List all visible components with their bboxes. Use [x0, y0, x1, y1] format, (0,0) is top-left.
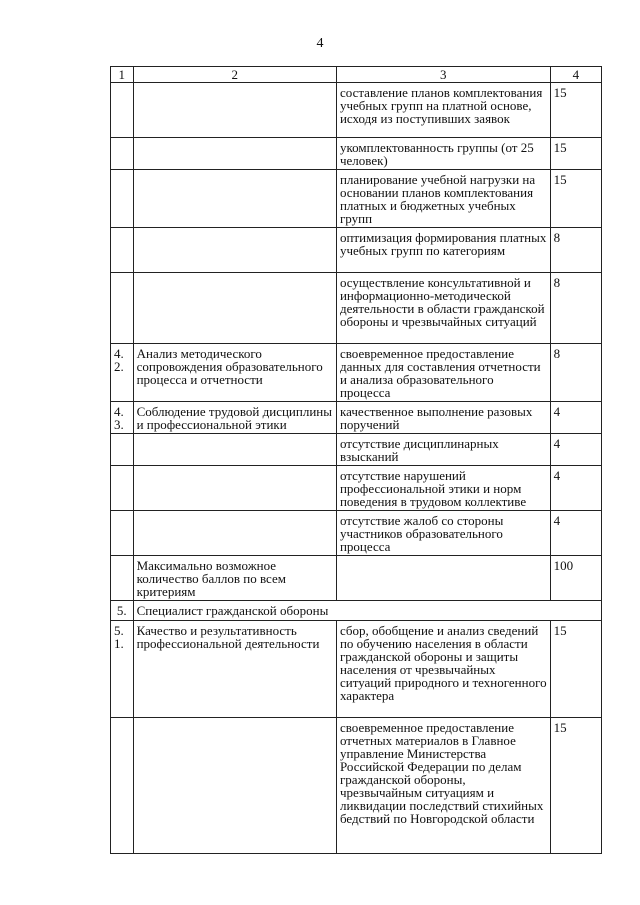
table-header-row	[111, 67, 602, 83]
table-row	[111, 228, 602, 273]
points-cell: 8	[550, 344, 601, 402]
indicator-cell: планирование учебной нагрузки на основании планов комплектования платных и бюджетных учебных групп	[336, 170, 550, 228]
table-row	[111, 402, 602, 434]
points-cell: 15	[550, 718, 601, 854]
table-row	[111, 621, 602, 718]
header-col-3: 3	[336, 67, 550, 83]
row-number	[111, 228, 134, 273]
row-number	[111, 556, 134, 601]
points-cell: 8	[550, 228, 601, 273]
criterion-cell: Максимально возможное количество баллов по всем критериям	[133, 556, 336, 601]
criterion-cell	[133, 718, 336, 854]
criteria-table	[110, 66, 602, 854]
header-col-4: 4	[550, 67, 601, 83]
criterion-cell: Соблюдение трудовой дисциплины и профессиональной этики	[133, 402, 336, 434]
criterion-cell	[133, 170, 336, 228]
table-row	[111, 170, 602, 228]
criterion-cell	[133, 83, 336, 138]
points-cell: 15	[550, 83, 601, 138]
table-row	[111, 344, 602, 402]
criterion-cell: Анализ методического сопровождения образовательного процесса и отчетности	[133, 344, 336, 402]
indicator-cell: составление планов комплектования учебных групп на платной основе, исходя из поступивших заявок	[336, 83, 550, 138]
criterion-cell	[133, 466, 336, 511]
points-cell: 4	[550, 466, 601, 511]
indicator-cell: отсутствие жалоб со стороны участников образовательного процесса	[336, 511, 550, 556]
header-col-1: 1	[111, 67, 134, 83]
table-row	[111, 273, 602, 344]
indicator-cell	[336, 556, 550, 601]
row-number: 4.2.	[111, 344, 134, 402]
indicator-cell: своевременное предоставление отчетных материалов в Главное управление Министерства Российской Федерации по делам гражданской обороны, чрезвычайным ситуациям и ликвидации последствий стихийных бедствий по Новгородской области	[336, 718, 550, 854]
table-row	[111, 718, 602, 854]
page-number: 4	[316, 36, 324, 51]
row-number	[111, 170, 134, 228]
criterion-cell	[133, 511, 336, 556]
row-number	[111, 434, 134, 466]
indicator-cell: осуществление консультативной и информационно-методической деятельности в области гражданской обороны и чрезвычайных ситуаций	[336, 273, 550, 344]
table-row-section	[111, 601, 602, 621]
section-number: 5.	[111, 601, 134, 621]
row-number	[111, 138, 134, 170]
points-cell: 4	[550, 434, 601, 466]
criterion-cell	[133, 228, 336, 273]
indicator-cell: укомплектованность группы (от 25 человек)	[336, 138, 550, 170]
table-row-total	[111, 556, 602, 601]
points-cell: 8	[550, 273, 601, 344]
points-cell: 15	[550, 621, 601, 718]
table-row	[111, 434, 602, 466]
points-cell: 4	[550, 402, 601, 434]
points-cell: 4	[550, 511, 601, 556]
row-number: 4.3.	[111, 402, 134, 434]
points-cell: 15	[550, 170, 601, 228]
indicator-cell: оптимизация формирования платных учебных групп по категориям	[336, 228, 550, 273]
indicator-cell: отсутствие дисциплинарных взысканий	[336, 434, 550, 466]
row-number	[111, 511, 134, 556]
criterion-cell	[133, 273, 336, 344]
row-number	[111, 718, 134, 854]
section-title: Специалист гражданской обороны	[133, 601, 601, 621]
indicator-cell: своевременное предоставление данных для составления отчетности и анализа образовательного процесса	[336, 344, 550, 402]
row-number: 5.1.	[111, 621, 134, 718]
table-row	[111, 511, 602, 556]
criterion-cell	[133, 138, 336, 170]
row-number	[111, 83, 134, 138]
points-cell: 100	[550, 556, 601, 601]
indicator-cell: качественное выполнение разовых поручений	[336, 402, 550, 434]
table-row	[111, 138, 602, 170]
row-number	[111, 466, 134, 511]
criterion-cell	[133, 434, 336, 466]
indicator-cell: сбор, обобщение и анализ сведений по обучению населения в области гражданской обороны и защиты населения от чрезвычайных ситуаций природного и техногенного характера	[336, 621, 550, 718]
header-col-2: 2	[133, 67, 336, 83]
row-number	[111, 273, 134, 344]
points-cell: 15	[550, 138, 601, 170]
table-row	[111, 83, 602, 138]
indicator-cell: отсутствие нарушений профессиональной этики и норм поведения в трудовом коллективе	[336, 466, 550, 511]
criterion-cell: Качество и результативность профессиональной деятельности	[133, 621, 336, 718]
table-row	[111, 466, 602, 511]
